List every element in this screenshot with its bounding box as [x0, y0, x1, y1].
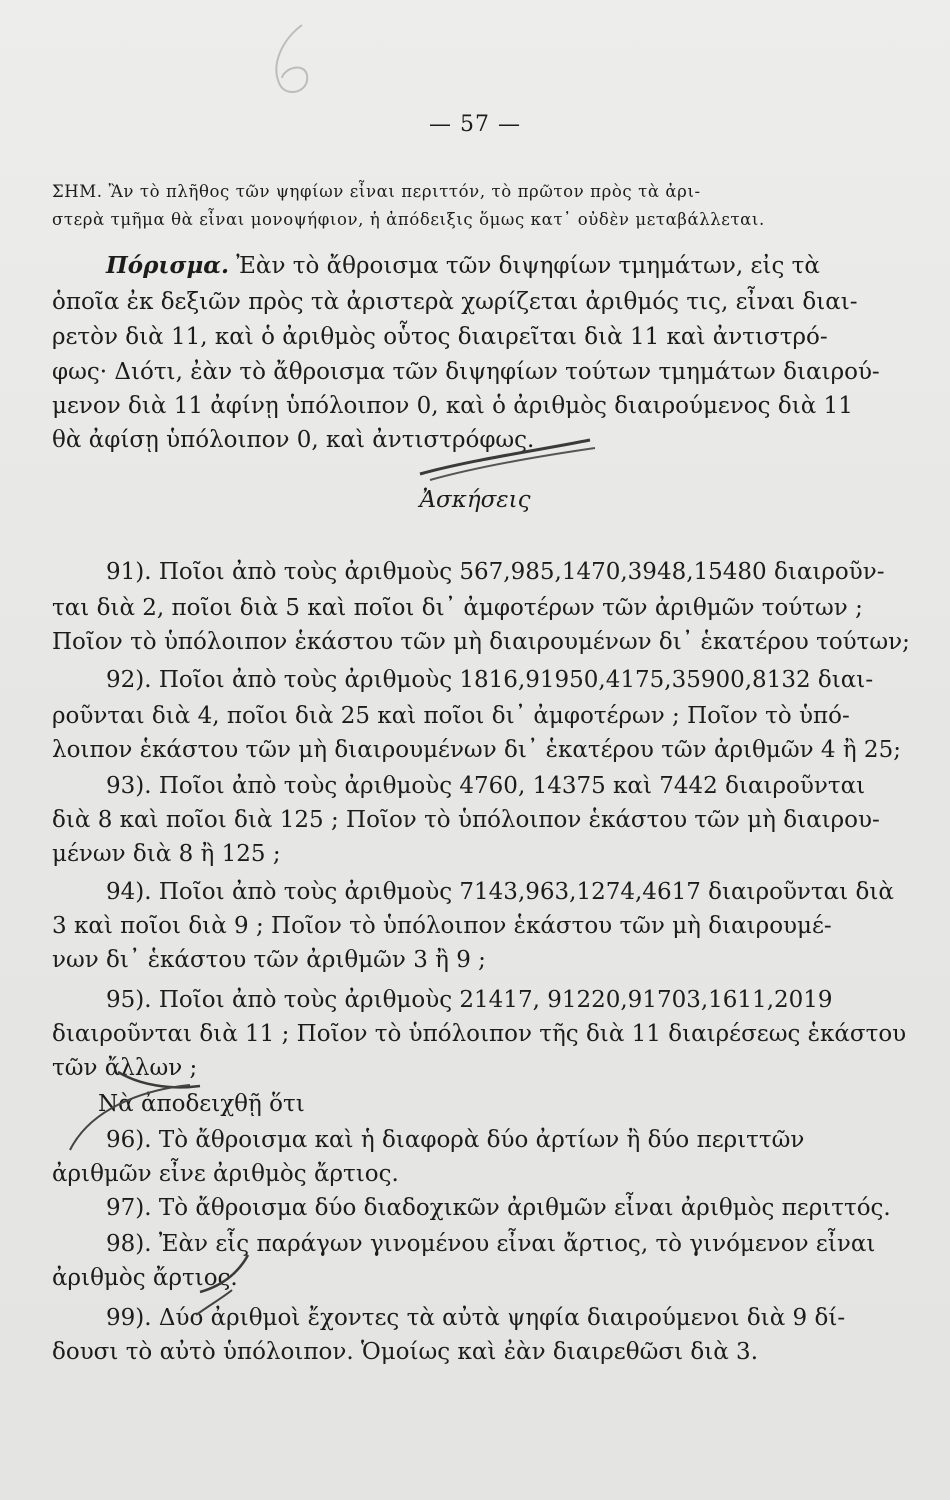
exercise-92-line-1	[52, 666, 874, 694]
exercise-number: 94).	[106, 879, 152, 905]
exercise-94-line-3: νων δι᾽ ἑκάστου τῶν ἀριθμῶν 3 ἢ 9 ;	[52, 947, 486, 973]
porisma-line-6: θὰ ἀφίσῃ ὑπόλοιπον 0, καὶ ἀντιστρόφως.	[52, 427, 535, 453]
proof-number: 98).	[106, 1231, 152, 1257]
exercise-text: Ποῖοι ἀπὸ τοὺς ἀριθμοὺς 21417, 91220,91703,1611,2019	[151, 987, 833, 1013]
proof-text: Ἐὰν εἷς παράγων γινομένου εἶναι ἄρτιος, τὸ γινόμενον εἶναι	[151, 1231, 876, 1257]
exercise-number: 95).	[106, 987, 152, 1013]
proof-text: Τὸ ἄθροισμα δύο διαδοχικῶν ἀριθμῶν εἶναι ἀριθμὸς περιττός.	[151, 1195, 891, 1221]
prove-heading: Νὰ ἀποδειχθῇ ὅτι	[98, 1091, 305, 1117]
proof-number: 97).	[106, 1195, 152, 1221]
exercise-95-line-1	[52, 986, 852, 1014]
proof-97-line-1	[52, 1194, 891, 1222]
proof-98-line-1	[52, 1230, 876, 1258]
exercise-text: Ποῖοι ἀπὸ τοὺς ἀριθμοὺς 4760, 14375 καὶ 7442 διαιροῦνται	[151, 773, 866, 799]
porisma-line-1	[52, 252, 852, 280]
proof-98-line-2: ἀριθμὸς ἄρτιος.	[52, 1265, 238, 1291]
exercise-91-line-3: Ποῖον τὸ ὑπόλοιπον ἑκάστου τῶν μὴ διαιρουμένων δι᾽ ἑκατέρου τούτων;	[52, 629, 910, 655]
note-line-1: ΣΗΜ. Ἂν τὸ πλῆθος τῶν ψηφίων εἶναι περιττόν, τὸ πρῶτον πρὸς τὰ ἀρι-	[52, 182, 701, 201]
exercise-92-line-2: ροῦνται διὰ 4, ποῖοι διὰ 25 καὶ ποῖοι δι᾽ ἀμφοτέρων ; Ποῖον τὸ ὑπό-	[52, 703, 850, 729]
porisma-line-5: μενον διὰ 11 ἀφίνῃ ὑπόλοιπον 0, καὶ ὁ ἀριθμὸς διαιρούμενος διὰ 11	[52, 393, 853, 419]
proof-text: Τὸ ἄθροισμα καὶ ἡ διαφορὰ δύο ἀρτίων ἢ δύο περιττῶν	[151, 1127, 805, 1153]
porisma-line-2: ὁποῖα ἐκ δεξιῶν πρὸς τὰ ἀριστερὰ χωρίζεται ἀριθμός τις, εἶναι διαι-	[52, 289, 858, 315]
exercise-number: 91).	[106, 559, 152, 585]
porisma-text: Ἐὰν τὸ ἄθροισμα τῶν διψηφίων τμημάτων, εἰς τὰ	[229, 253, 820, 279]
exercise-text: Ποῖοι ἀπὸ τοὺς ἀριθμοὺς 1816,91950,4175,35900,8132 διαι-	[151, 667, 874, 693]
porisma-line-4: φως· Διότι, ἐὰν τὸ ἄθροισμα τῶν διψηφίων τούτων τμημάτων διαιρού-	[52, 359, 880, 385]
proof-number: 96).	[106, 1127, 152, 1153]
porisma-line-3: ρετὸν διὰ 11, καὶ ὁ ἀριθμὸς οὗτος διαιρεῖται διὰ 11 καὶ ἀντιστρό-	[52, 324, 828, 350]
page-number: — 57 —	[429, 112, 521, 137]
exercise-94-line-1	[52, 878, 894, 906]
note-line-2: στερὰ τμῆμα θὰ εἶναι μονοψήφιον, ἡ ἀπόδειξις ὅμως κατ᾽ οὐδὲν μεταβάλλεται.	[52, 210, 765, 229]
exercises-heading: Ἀσκήσεις	[419, 487, 531, 513]
proof-96-line-1	[52, 1126, 852, 1154]
exercise-92-line-3: λοιπον ἑκάστου τῶν μὴ διαιρουμένων δι᾽ ἑκατέρου τῶν ἀριθμῶν 4 ἢ 25;	[52, 737, 901, 763]
proof-text: Δύο ἀριθμοὶ ἔχοντες τὰ αὐτὰ ψηφία διαιρούμενοι διὰ 9 δί-	[151, 1305, 846, 1331]
proof-99-line-1	[52, 1304, 852, 1332]
exercise-text: Ποῖοι ἀπὸ τοὺς ἀριθμοὺς 567,985,1470,3948,15480 διαιροῦν-	[151, 559, 885, 585]
exercise-91-line-1	[52, 558, 885, 586]
proof-96-line-2: ἀριθμῶν εἶνε ἀριθμὸς ἄρτιος.	[52, 1161, 399, 1187]
exercise-93-line-1	[52, 772, 866, 800]
exercise-number: 93).	[106, 773, 152, 799]
proof-99-line-2: δουσι τὸ αὐτὸ ὑπόλοιπον. Ὁμοίως καὶ ἐὰν διαιρεθῶσι διὰ 3.	[52, 1339, 759, 1365]
porisma-label: Πόρισμα.	[106, 252, 229, 279]
exercise-text: Ποῖοι ἀπὸ τοὺς ἀριθμοὺς 7143,963,1274,4617 διαιροῦνται διὰ	[151, 879, 894, 905]
exercise-93-line-3: μένων διὰ 8 ἢ 125 ;	[52, 841, 281, 867]
exercise-95-line-3: τῶν ἄλλων ;	[52, 1055, 198, 1081]
pencil-mark-graphic	[262, 20, 322, 100]
exercise-number: 92).	[106, 667, 152, 693]
proof-number: 99).	[106, 1305, 152, 1331]
exercise-93-line-2: διὰ 8 καὶ ποῖοι διὰ 125 ; Ποῖον τὸ ὑπόλοιπον ἑκάστου τῶν μὴ διαιρου-	[52, 807, 880, 833]
exercise-94-line-2: 3 καὶ ποῖοι διὰ 9 ; Ποῖον τὸ ὑπόλοιπον ἑκάστου τῶν μὴ διαιρουμέ-	[52, 913, 832, 939]
exercise-91-line-2: ται διὰ 2, ποῖοι διὰ 5 καὶ ποῖοι δι᾽ ἀμφοτέρων τῶν ἀριθμῶν τούτων ;	[52, 595, 863, 621]
exercise-95-line-2: διαιροῦνται διὰ 11 ; Ποῖον τὸ ὑπόλοιπον τῆς διὰ 11 διαιρέσεως ἑκάστου	[52, 1021, 907, 1047]
